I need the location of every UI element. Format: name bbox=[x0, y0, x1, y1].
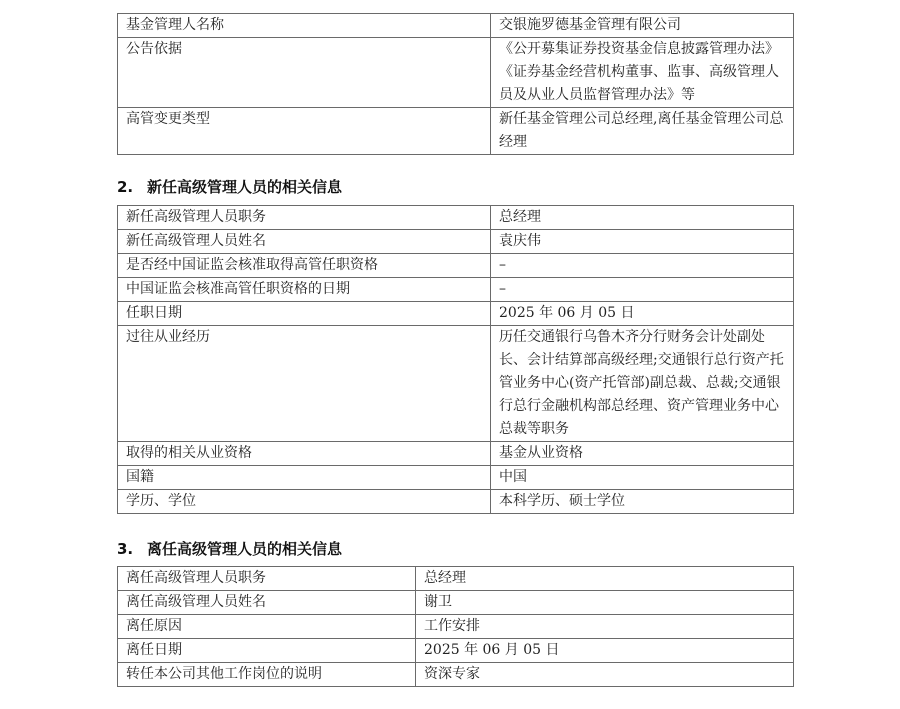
row-label: 公告依据 bbox=[118, 38, 491, 108]
section-2-heading bbox=[117, 176, 342, 197]
table-row bbox=[118, 326, 794, 442]
row-value: 2025 年 06 月 05 日 bbox=[416, 639, 794, 663]
table-row bbox=[118, 663, 794, 687]
table-row bbox=[118, 567, 794, 591]
row-value: 中国 bbox=[491, 466, 794, 490]
table-row bbox=[118, 615, 794, 639]
row-value: 交银施罗德基金管理有限公司 bbox=[491, 14, 794, 38]
section-number: 3. bbox=[117, 540, 134, 558]
table-row bbox=[118, 466, 794, 490]
table-row bbox=[118, 490, 794, 514]
table-row bbox=[118, 14, 794, 38]
row-label: 转任本公司其他工作岗位的说明 bbox=[118, 663, 416, 687]
row-value: 工作安排 bbox=[416, 615, 794, 639]
table-row bbox=[118, 108, 794, 155]
table-row bbox=[118, 591, 794, 615]
row-value: 资深专家 bbox=[416, 663, 794, 687]
new-executive-table bbox=[117, 205, 794, 514]
table-row bbox=[118, 278, 794, 302]
table-row bbox=[118, 254, 794, 278]
row-label: 离任原因 bbox=[118, 615, 416, 639]
row-value: 历任交通银行乌鲁木齐分行财务会计处副处长、会计结算部高级经理;交通银行总行资产托管业务中心(资产托管部)副总裁、总裁;交通银行总行金融机构部总经理、资产管理业务中心总裁等职务 bbox=[491, 326, 794, 442]
row-value: 总经理 bbox=[491, 206, 794, 230]
row-label: 中国证监会核准高管任职资格的日期 bbox=[118, 278, 491, 302]
row-value: 新任基金管理公司总经理,离任基金管理公司总经理 bbox=[491, 108, 794, 155]
departing-executive-table bbox=[117, 566, 794, 687]
row-value: 基金从业资格 bbox=[491, 442, 794, 466]
row-value: 谢卫 bbox=[416, 591, 794, 615]
row-label: 新任高级管理人员姓名 bbox=[118, 230, 491, 254]
row-label: 高管变更类型 bbox=[118, 108, 491, 155]
row-label: 任职日期 bbox=[118, 302, 491, 326]
table-row bbox=[118, 206, 794, 230]
table-row bbox=[118, 38, 794, 108]
row-value: 袁庆伟 bbox=[491, 230, 794, 254]
row-label: 基金管理人名称 bbox=[118, 14, 491, 38]
row-label: 学历、学位 bbox=[118, 490, 491, 514]
row-label: 过往从业经历 bbox=[118, 326, 491, 442]
row-value: 2025 年 06 月 05 日 bbox=[491, 302, 794, 326]
row-label: 取得的相关从业资格 bbox=[118, 442, 491, 466]
row-value: 总经理 bbox=[416, 567, 794, 591]
row-value: 《公开募集证券投资基金信息披露管理办法》《证券基金经营机构董事、监事、高级管理人员及从业人员监督管理办法》等 bbox=[491, 38, 794, 108]
row-label: 离任日期 bbox=[118, 639, 416, 663]
table-row bbox=[118, 230, 794, 254]
row-label: 新任高级管理人员职务 bbox=[118, 206, 491, 230]
section-title: 新任高级管理人员的相关信息 bbox=[147, 178, 343, 196]
section-number: 2. bbox=[117, 178, 134, 196]
basic-info-table bbox=[117, 13, 794, 155]
table-row bbox=[118, 302, 794, 326]
row-label: 离任高级管理人员姓名 bbox=[118, 591, 416, 615]
table-row bbox=[118, 639, 794, 663]
row-label: 国籍 bbox=[118, 466, 491, 490]
row-value: – bbox=[491, 278, 794, 302]
row-value: 本科学历、硕士学位 bbox=[491, 490, 794, 514]
section-3-heading bbox=[117, 538, 342, 559]
section-title: 离任高级管理人员的相关信息 bbox=[147, 540, 343, 558]
row-label: 离任高级管理人员职务 bbox=[118, 567, 416, 591]
table-row bbox=[118, 442, 794, 466]
row-label: 是否经中国证监会核准取得高管任职资格 bbox=[118, 254, 491, 278]
row-value: – bbox=[491, 254, 794, 278]
